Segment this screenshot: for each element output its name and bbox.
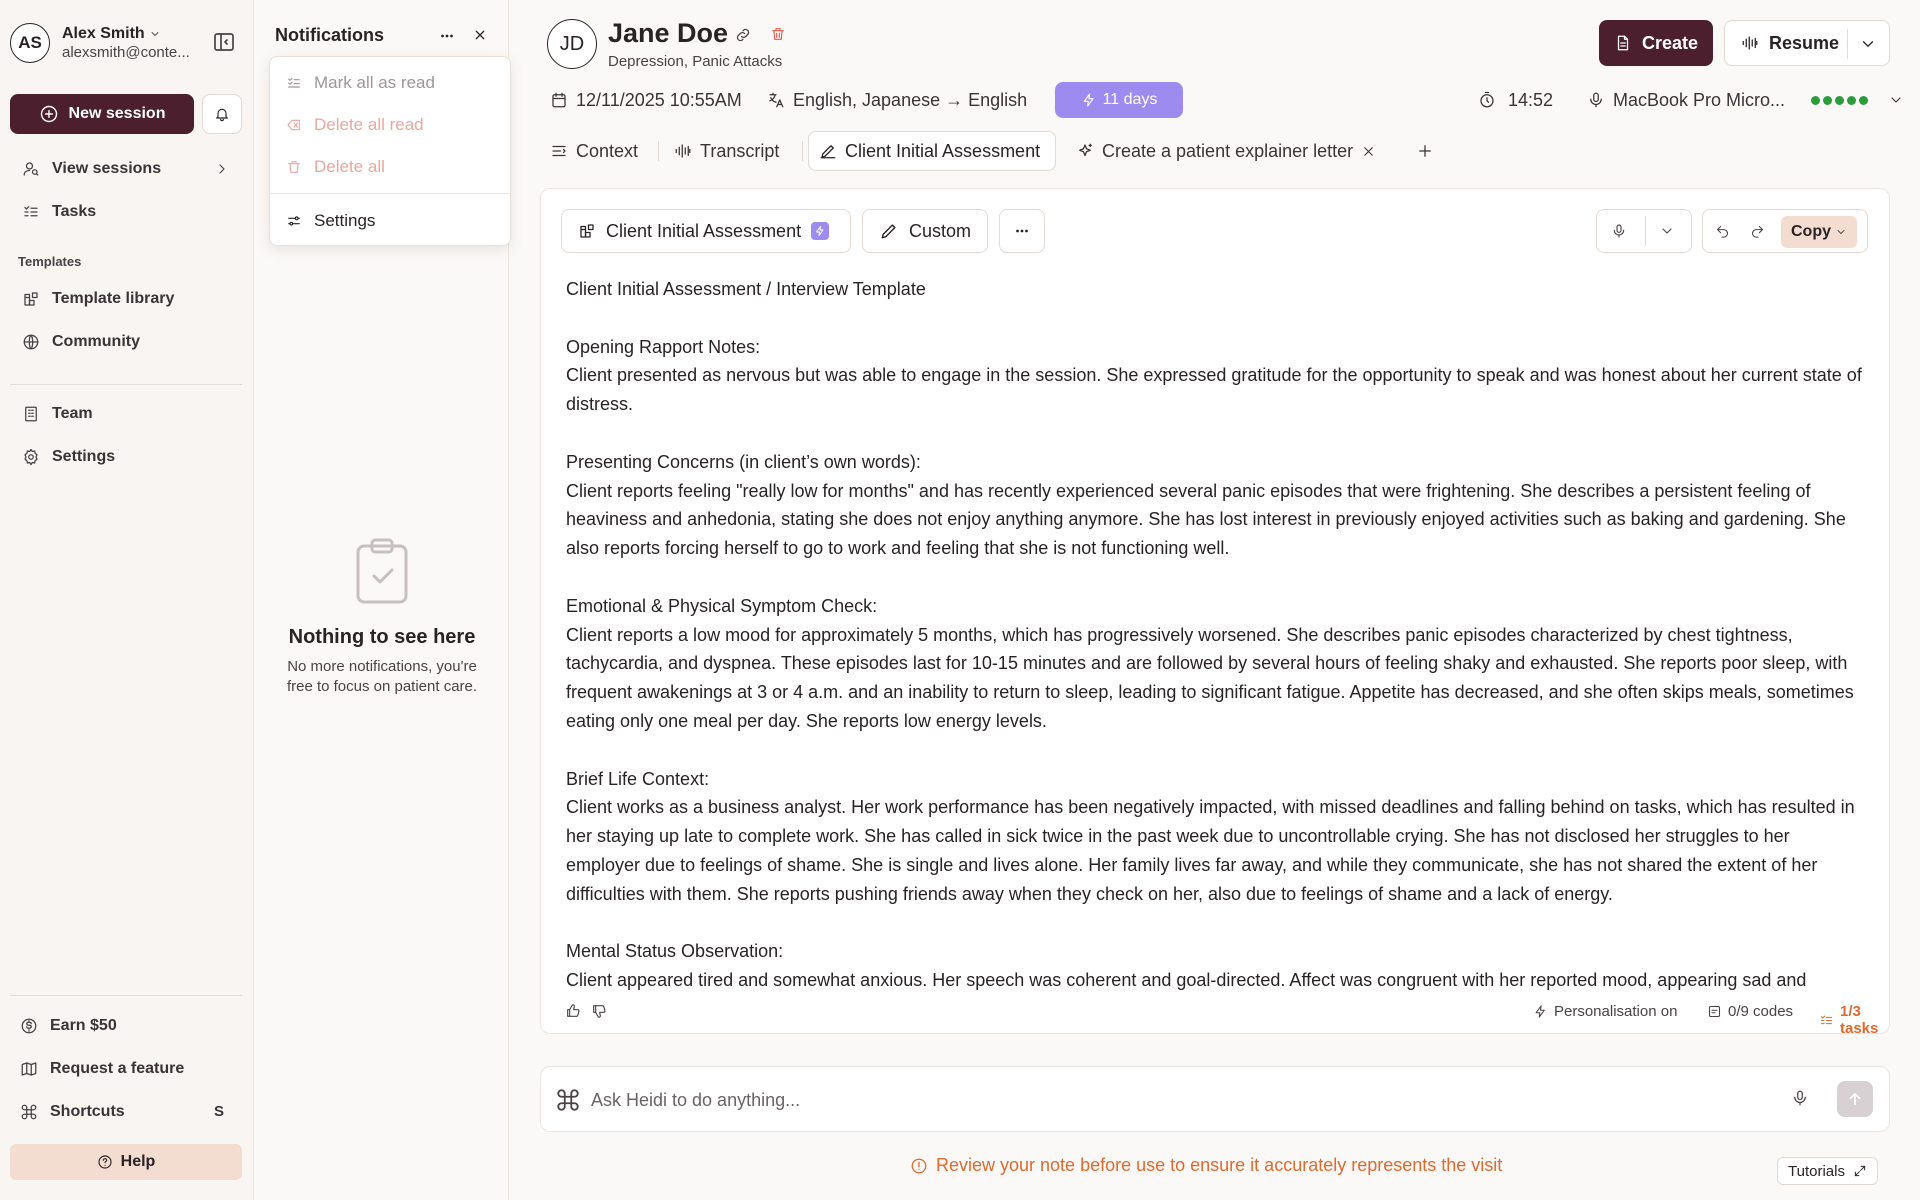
tab-context[interactable]: [540, 131, 650, 171]
ask-bar: [540, 1066, 1890, 1132]
sidebar-divider: [10, 995, 242, 996]
waveform-icon: [674, 142, 692, 160]
days-badge[interactable]: [1055, 82, 1183, 118]
close-icon: [471, 26, 489, 44]
delete-patient-button[interactable]: [770, 26, 786, 42]
plus-icon: [1416, 142, 1434, 160]
notifications-menu: [269, 56, 511, 246]
sparkle-icon: [1533, 1004, 1548, 1019]
template-library-icon: [578, 222, 596, 240]
chevron-down-icon: [1859, 35, 1877, 53]
dictate-button[interactable]: [1611, 223, 1627, 239]
resume-label: Resume: [1769, 32, 1840, 53]
chevron-down-icon: [1835, 226, 1847, 238]
notifications-more-button[interactable]: [438, 27, 456, 45]
globe-icon: [22, 333, 40, 351]
session-timer: [1478, 89, 1553, 111]
thumbs-up-button[interactable]: [565, 1003, 581, 1019]
chevron-down-icon: [149, 28, 161, 40]
clipboard-check-icon: [352, 536, 412, 606]
trash-icon: [770, 26, 786, 42]
menu-item-delete-all[interactable]: [270, 149, 510, 185]
sidebar-collapse-icon: [212, 30, 236, 54]
template-library-icon: [22, 290, 40, 308]
sidebar-item-label: Settings: [52, 448, 116, 465]
tasks-icon: [1819, 1013, 1834, 1028]
menu-item-label: Settings: [314, 211, 376, 230]
sidebar-item-community[interactable]: [10, 324, 244, 360]
building-icon: [22, 405, 40, 423]
help-button[interactable]: [10, 1144, 242, 1180]
sidebar-item-shortcuts[interactable]: [10, 1094, 244, 1130]
sidebar-item-settings[interactable]: [10, 439, 244, 475]
alert-circle-icon: [910, 1157, 928, 1175]
notifications-close-button[interactable]: [471, 26, 489, 44]
code-box-icon: [1707, 1004, 1722, 1019]
menu-item-label: Delete all: [314, 157, 385, 176]
thumbs-up-icon: [565, 1003, 581, 1019]
microphone-selector[interactable]: [1587, 89, 1904, 111]
mic-level-dot: [1823, 96, 1832, 105]
sidebar-item-label: Team: [52, 405, 93, 422]
personalisation-label: Personalisation on: [1554, 1003, 1678, 1020]
microphone-icon: [1611, 223, 1627, 239]
menu-divider: [270, 193, 510, 194]
review-warning-text: Review your note before use to ensure it accurately represents the visit: [936, 1155, 1503, 1175]
menu-item-mark-all-read[interactable]: [270, 65, 510, 101]
sidebar-divider: [10, 384, 242, 385]
arrow-up-icon: [1846, 1090, 1864, 1108]
user-avatar: AS: [10, 23, 50, 63]
note-footer: [565, 1003, 1879, 1037]
user-name: Alex Smith: [62, 25, 145, 42]
calendar-icon: [550, 91, 568, 109]
empty-state-subtitle: No more notifications, you're free to focus on patient care.: [286, 658, 478, 695]
collapse-sidebar-button[interactable]: [212, 30, 236, 54]
notifications-empty-state: [255, 536, 509, 697]
gear-icon: [22, 448, 40, 466]
timer-text: 14:52: [1508, 89, 1554, 110]
dictation-control: [1596, 209, 1692, 253]
microphone-icon: [1587, 91, 1605, 109]
chevron-down-icon: [1888, 92, 1904, 108]
sidebar-item-view-sessions[interactable]: [10, 151, 244, 187]
menu-item-label: Mark all as read: [314, 73, 435, 92]
sidebar-item-earn[interactable]: [10, 1008, 244, 1044]
mic-level-indicator: [1811, 96, 1868, 105]
create-label: Create: [1641, 32, 1699, 53]
sidebar-item-label: Template library: [52, 290, 175, 307]
sidebar-item-label: Tasks: [52, 203, 97, 220]
thumbs-down-icon: [591, 1003, 607, 1019]
help-label: Help: [120, 1153, 156, 1170]
resume-dropdown-toggle[interactable]: [1859, 35, 1877, 53]
heidi-icon: [555, 1087, 581, 1113]
tasks-label: 1/3 tasks: [1840, 1003, 1879, 1037]
new-session-button[interactable]: [10, 94, 194, 134]
mic-level-dot: [1835, 96, 1844, 105]
copy-label: Copy: [1791, 223, 1831, 240]
lightning-icon: [814, 225, 826, 237]
empty-state-title: Nothing to see here: [288, 626, 476, 648]
sidebar-item-label: Earn $50: [50, 1017, 117, 1034]
delete-back-icon: [286, 117, 302, 133]
days-badge-label: 11 days: [1102, 91, 1158, 108]
mic-level-dot: [1859, 96, 1868, 105]
check-list-icon: [286, 75, 302, 91]
undo-button[interactable]: [1715, 224, 1730, 239]
resume-button[interactable]: [1724, 20, 1890, 66]
copy-button[interactable]: [1781, 216, 1857, 248]
ai-badge: [811, 222, 829, 240]
shortcut-key: S: [213, 1103, 224, 1120]
tab-label: Client Initial Assessment: [845, 140, 1041, 161]
command-icon: [20, 1103, 38, 1121]
tab-label: Context: [576, 140, 639, 161]
stopwatch-icon: [1478, 91, 1496, 109]
context-lines-icon: [550, 142, 568, 160]
microphone-text: MacBook Pro Micro...: [1613, 89, 1786, 110]
mic-level-dot: [1811, 96, 1820, 105]
codes-label: 0/9 codes: [1728, 1003, 1794, 1020]
document-icon: [1614, 34, 1632, 52]
sidebar-item-label: Community: [52, 333, 140, 350]
note-content[interactable]: Client Initial Assessment / Interview Template Opening Rapport Notes: Client presented as nervous but was able to engage in the session. She expressed gratitude for the opportunity to speak and was honest about her current state of distress. Presenting Concerns (in client’s own words): Client reports feeling "really low for months" and has recently experienced several panic episodes that were frightening. She describes a persistent feeling of heaviness and anhedonia, stating she does not enjoy anything anymore. She has lost interest in previously enjoyed activities such as baking and gardening. She also reports forcing herself to go to work and feeling that she is not functioning well. Emotional & Physical Symptom Check: Client reports a low mood for approximately 5 months, which has progressively worsened. She describes panic episodes characterized by chest tightness, tachycardia, and dyspnea. These episodes last for 10-15 minutes and are followed by several hours of feeling shaky and exhausted. She reports poor sleep, with frequent awakenings at 3 or 4 a.m. and an inability to return to sleep, leading to significant fatigue. Appetite has decreased, and she often skips meals, sometimes eating only one meal per day. She reports low energy levels. Brief Life Context: Client works as a business analyst. Her work performance has been negatively impacted, with missed deadlines and falling behind on tasks, which has resulted in her staying up late to complete work. She has called in sick twice in the past week due to uncontrollable crying. She has not disclosed her struggles to her employer due to feelings of shame. She is single and lives alone. Her family lives far away, and while they communicate, she has not shared the extent of her difficulties with them. She reports pushing friends away when they check on her, also due to feelings of shame and a lack of energy. Mental Status Observation: Client appeared tired and somewhat anxious. Her speech was coherent and goal-directed. Affect was congruent with her reported mood, appearing sad and: [566, 279, 1862, 991]
sidebar-item-label: View sessions: [52, 160, 162, 177]
template-selector-button[interactable]: [561, 209, 851, 253]
tasks-icon: [22, 203, 40, 221]
more-options-button[interactable]: [999, 209, 1045, 253]
new-session-label: New session: [68, 105, 166, 122]
help-circle-icon: [97, 1154, 113, 1170]
waveform-icon: [1741, 34, 1759, 52]
tab-client-initial-assessment[interactable]: [808, 131, 1056, 171]
menu-item-settings[interactable]: [270, 203, 510, 239]
template-selector-label: Client Initial Assessment: [606, 220, 802, 241]
custom-label: Custom: [909, 220, 972, 241]
session-date-text: 12/11/2025 10:55AM: [576, 89, 742, 110]
custom-button[interactable]: [862, 209, 988, 253]
sidebar-item-team[interactable]: [10, 396, 244, 432]
translate-icon: [767, 91, 785, 109]
close-icon[interactable]: [1361, 144, 1376, 159]
redo-button[interactable]: [1750, 224, 1765, 239]
note-card: [540, 188, 1890, 1037]
create-button[interactable]: [1599, 20, 1713, 66]
tab-patient-explainer-letter[interactable]: [1066, 131, 1396, 171]
sidebar-item-label: Request a feature: [50, 1060, 185, 1077]
dictation-dropdown[interactable]: [1659, 223, 1675, 239]
link-sync-icon: [734, 26, 752, 44]
pencil-icon: [879, 221, 899, 241]
patient-name[interactable]: Jane Doe: [608, 18, 729, 48]
tutorials-button[interactable]: [1777, 1157, 1878, 1185]
sidebar: [0, 0, 254, 1200]
bell-icon: [214, 106, 230, 122]
more-horizontal-icon: [438, 27, 456, 45]
sidebar-item-label: Shortcuts: [50, 1103, 125, 1120]
undo-icon: [1715, 224, 1730, 239]
language-text: English, Japanese → English: [793, 89, 1028, 110]
expand-icon: [1853, 1164, 1867, 1178]
notifications-title: Notifications: [275, 25, 385, 45]
notifications-panel: [255, 0, 509, 1200]
notifications-button[interactable]: [202, 94, 242, 134]
session-date[interactable]: [550, 89, 742, 111]
sidebar-item-tasks[interactable]: [10, 194, 244, 230]
map-icon: [20, 1060, 38, 1078]
user-email: alexsmith@conte...: [62, 44, 190, 61]
tutorials-label: Tutorials: [1788, 1162, 1845, 1180]
main-content: [510, 0, 1920, 1200]
ask-input[interactable]: [591, 1087, 1771, 1113]
tasks-status[interactable]: [1819, 1003, 1878, 1037]
personalisation-status[interactable]: [1533, 1003, 1677, 1020]
send-button[interactable]: [1837, 1081, 1873, 1117]
patient-avatar: JD: [547, 19, 597, 69]
microphone-icon: [1791, 1089, 1809, 1107]
chevron-down-icon: [1659, 223, 1675, 239]
plus-circle-icon: [39, 104, 59, 124]
templates-section-label: Templates: [18, 254, 82, 269]
language-selector[interactable]: [767, 89, 1027, 111]
add-tab-button[interactable]: [1406, 131, 1446, 171]
sliders-icon: [286, 213, 302, 229]
mic-level-dot: [1847, 96, 1856, 105]
ask-dictate-button[interactable]: [1791, 1089, 1809, 1107]
thumbs-down-button[interactable]: [591, 1003, 607, 1019]
review-warning: [910, 1155, 1502, 1176]
dollar-icon: [20, 1017, 38, 1035]
edit-controls: [1702, 209, 1868, 253]
tab-label: Create a patient explainer letter: [1102, 140, 1354, 161]
more-horizontal-icon: [1013, 222, 1031, 240]
sidebar-item-template-library[interactable]: [10, 281, 244, 317]
sidebar-item-request-feature[interactable]: [10, 1051, 244, 1087]
command-icon: [555, 1087, 581, 1113]
sync-button[interactable]: [734, 26, 752, 44]
menu-item-label: Delete all read: [314, 115, 424, 134]
trash-icon: [286, 159, 302, 175]
redo-icon: [1750, 224, 1765, 239]
tab-label: Transcript: [700, 140, 780, 161]
user-profile[interactable]: [10, 22, 244, 64]
patient-conditions: Depression, Panic Attacks: [608, 53, 783, 70]
chevron-right-icon: [214, 161, 230, 177]
codes-status[interactable]: [1707, 1003, 1793, 1020]
user-search-icon: [22, 160, 40, 178]
sparkles-icon: [1076, 142, 1094, 160]
menu-item-delete-all-read[interactable]: [270, 107, 510, 143]
lightning-icon: [1081, 92, 1097, 108]
tab-transcript[interactable]: [664, 131, 794, 171]
pencil-icon: [819, 142, 837, 160]
